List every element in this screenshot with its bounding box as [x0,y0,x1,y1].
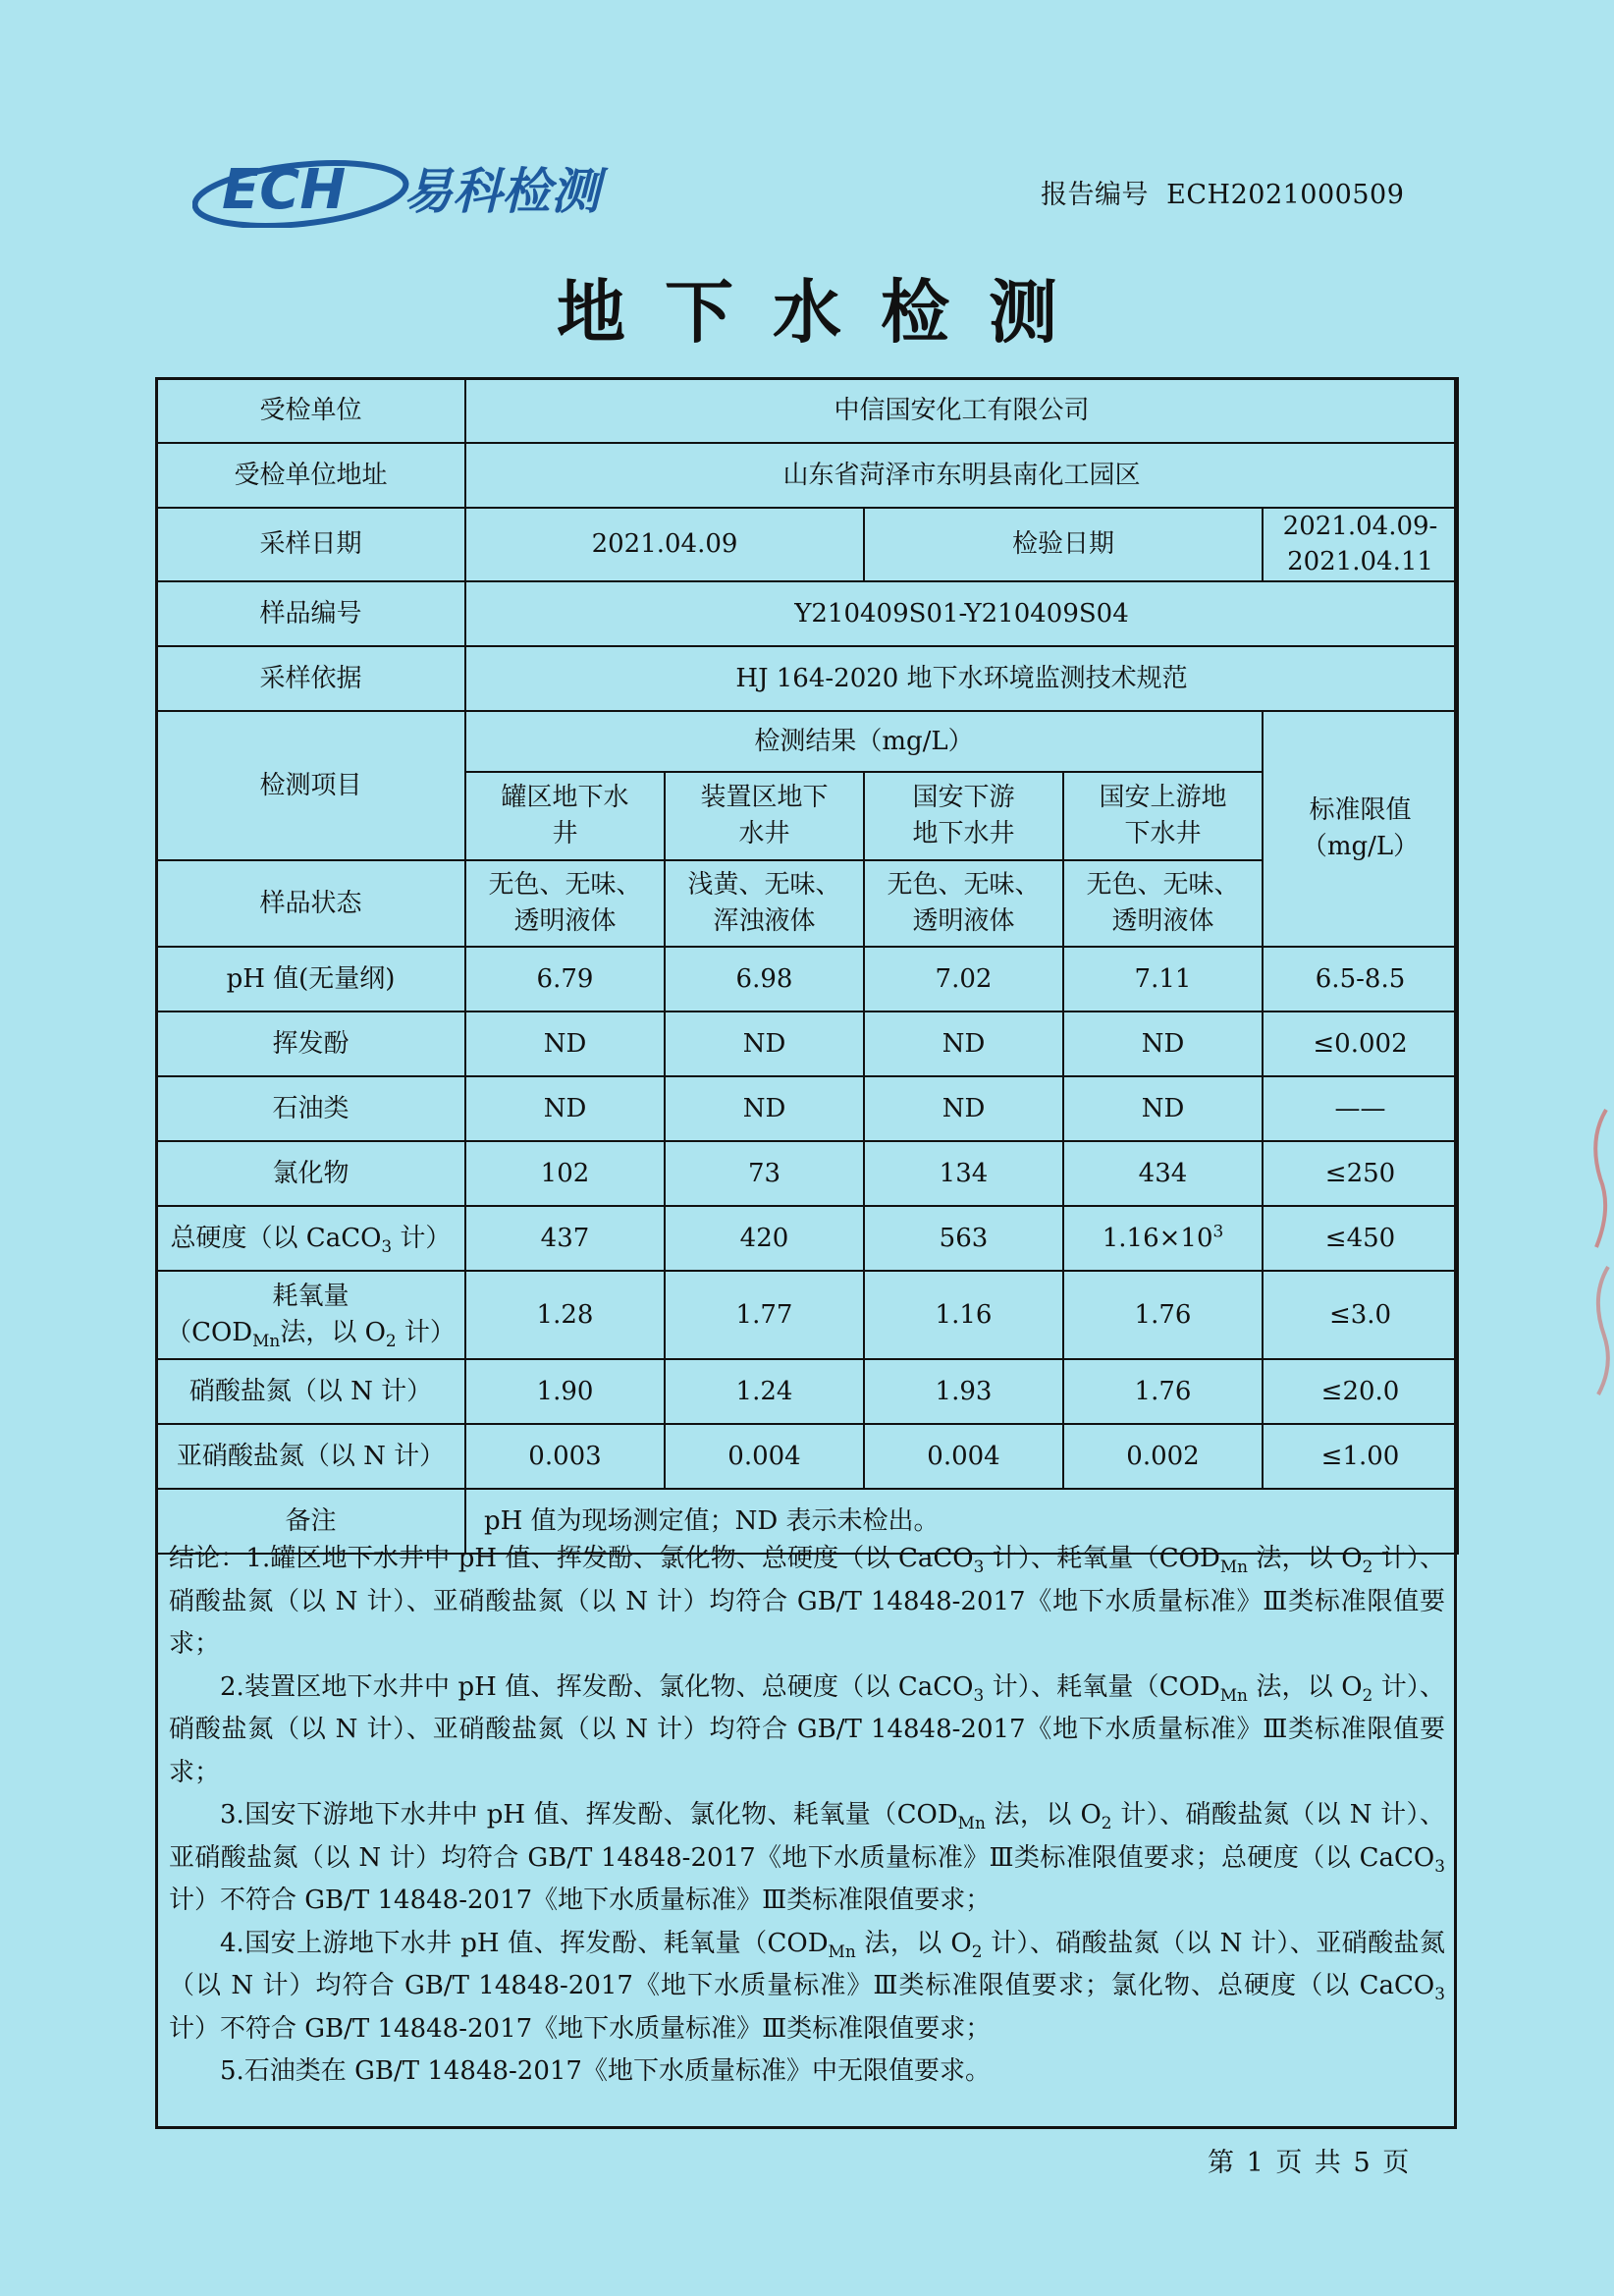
state-line: 透明液体 [912,905,1015,936]
value-cell: ND [864,1076,1063,1141]
table-row [156,1076,1458,1141]
value-cell: 0.004 [665,1424,864,1489]
value-cell: 1.76 [1063,1271,1263,1359]
well-name-line: 罐区地下水 [501,783,629,813]
info-value: 2021.04.09-2021.04.11 [1263,508,1458,581]
value-cell: 7.02 [864,947,1063,1011]
value-cell: 73 [665,1141,864,1206]
limit-cell: 6.5-8.5 [1263,947,1458,1011]
limit-header-line: （mg/L） [1301,831,1420,861]
limit-cell: ≤3.0 [1263,1271,1458,1359]
value-cell: 420 [665,1206,864,1271]
remark-value: pH 值为现场测定值；ND 表示未检出。 [465,1489,1458,1554]
info-label: 受检单位地址 [156,443,465,508]
conclusion-paragraph: 5.石油类在 GB/T 14848-2017《地下水质量标准》中无限值要求。 [220,2056,991,2086]
info-value: HJ 164-2020 地下水环境监测技术规范 [465,646,1458,711]
text-part: 计）、耗氧量（COD [984,1544,1220,1573]
subscript: Mn [828,1941,856,1961]
table-row [156,646,1458,711]
table-row [156,1141,1458,1206]
well-name-line: 国安上游地 [1099,783,1227,813]
text-part: 2.装置区地下水井中 pH 值、挥发酚、氯化物、总硬度（以 CaCO [220,1671,974,1702]
table-row [156,1206,1458,1271]
table-row [156,443,1458,508]
label-subscript: 2 [385,1330,397,1350]
state-line: 无色、无味、 [488,870,642,901]
text-part: 4.国安上游地下水井 pH 值、挥发酚、耗氧量（COD [220,1928,829,1958]
table-row [156,581,1458,646]
conclusion-paragraph [169,1667,1445,1795]
text-part: 法，以 O [985,1800,1102,1830]
value-cell: 1.24 [665,1359,864,1424]
row-label [156,1206,465,1271]
value-cell: 134 [864,1141,1063,1206]
row-label: 备注 [156,1489,465,1554]
report-number-value: ECH2021000509 [1166,180,1405,210]
text-part: 3.国安下游地下水井中 pH 值、挥发酚、氯化物、耗氧量（COD [220,1800,958,1830]
text-part: 法，以 O [1248,1544,1363,1573]
value-cell: 6.98 [665,947,864,1011]
subscript: 2 [1101,1813,1112,1833]
value-cell: ND [864,1011,1063,1076]
state-cell [465,860,665,947]
well-name-cell [1063,772,1263,860]
row-label [156,1271,465,1359]
well-name-line: 地下水井 [912,818,1015,848]
state-line: 透明液体 [513,905,617,936]
well-name-line: 井 [552,818,578,848]
table-row [156,508,1458,581]
subscript: Mn [1219,1684,1248,1705]
state-cell [1063,860,1263,947]
row-label: 挥发酚 [156,1011,465,1076]
subscript: 3 [1434,1855,1445,1876]
logo-text: 易科检测 [404,163,600,220]
subscript: Mn [1219,1557,1248,1577]
state-line: 浅黄、无味、 [687,870,841,901]
text-part: 计）、硝酸盐氮（以 N 计）、亚硝酸盐氮（以 N 计）均符合 GB/T 14848-2017《地下水质量标准》Ⅲ类标准限值要求；氯化物、总硬度（以 CaCO [169,1928,1445,2000]
report-number [1041,173,1404,211]
conclusion-paragraph [169,1794,1445,1923]
row-label: 硝酸盐氮（以 N 计） [156,1359,465,1424]
state-line: 浑浊液体 [713,905,816,936]
state-line: 无色、无味、 [887,870,1041,901]
text-part: 计）不符合 GB/T 14848-2017《地下水质量标准》Ⅲ类标准限值要求； [169,2013,992,2044]
results-table [155,377,1459,1555]
limit-cell: ≤20.0 [1263,1359,1458,1424]
value-cell: 102 [465,1141,665,1206]
value-cell [1063,1206,1263,1271]
header-cell: 检测结果（mg/L） [465,711,1263,772]
value-cell: 0.003 [465,1424,665,1489]
limit-header-line: 标准限值 [1309,795,1412,826]
text-part: 计）、硝酸盐氮（以 N 计）、亚硝酸盐氮（以 N 计）均符合 GB/T 14848-2017《地下水质量标准》Ⅲ类标准限值要求； [169,1544,1445,1659]
state-line: 透明液体 [1111,905,1214,936]
value-cell: 0.004 [864,1424,1063,1489]
label-part: 总硬度（以 CaCO [170,1223,382,1253]
info-value: Y210409S01-Y210409S04 [465,581,1458,646]
subscript: 3 [973,1684,985,1705]
limit-cell: —— [1263,1076,1458,1141]
well-name-cell [864,772,1063,860]
label-part: 计） [396,1317,456,1347]
text-part: 计）不符合 GB/T 14848-2017《地下水质量标准》Ⅲ类标准限值要求； [169,1886,992,1915]
subscript: 3 [973,1557,985,1577]
subscript: Mn [957,1813,986,1833]
row-label: pH 值(无量纲) [156,947,465,1011]
subscript: 2 [1362,1684,1373,1705]
well-name-cell [665,772,864,860]
logo-letters: ECH [222,158,347,222]
conclusion-paragraph [169,1923,1445,2051]
well-name-line: 水井 [738,818,790,848]
value-cell: 563 [864,1206,1063,1271]
conclusion-paragraph [169,1538,1445,1667]
value-cell: 6.79 [465,947,665,1011]
limit-cell: ≤1.00 [1263,1424,1458,1489]
value-cell: 1.77 [665,1271,864,1359]
value-cell: 1.28 [465,1271,665,1359]
info-label: 采样日期 [156,508,465,581]
label-subscript: Mn [252,1330,281,1350]
info-value: 2021.04.09 [465,508,864,581]
text-part: 计）、硝酸盐氮（以 N 计）、亚硝酸盐氮（以 N 计）均符合 GB/T 14848-2017《地下水质量标准》Ⅲ类标准限值要求； [169,1671,1445,1787]
conclusion-block [169,1538,1445,2094]
label-part: 法，以 O [280,1317,386,1347]
page-number: 第 1 页 共 5 页 [1208,2148,1412,2178]
text-part: 计）、硝酸盐氮（以 N 计）、亚硝酸盐氮（以 N 计）均符合 GB/T 14848-2017《地下水质量标准》Ⅲ类标准限值要求；总硬度（以 CaCO [169,1800,1445,1873]
table-row [156,1271,1458,1359]
row-label: 亚硝酸盐氮（以 N 计） [156,1424,465,1489]
text-part: 法，以 O [1247,1671,1363,1702]
info-label: 检验日期 [864,508,1263,581]
table-row [156,711,1458,772]
well-name-line: 国安下游 [912,783,1015,813]
label-line [161,1315,460,1350]
report-number-label: 报告编号 [1041,180,1149,210]
value-cell: ND [1063,1011,1263,1076]
row-label: 石油类 [156,1076,465,1141]
subscript: 2 [971,1941,983,1961]
limit-cell: ≤450 [1263,1206,1458,1271]
subscript: 2 [1362,1557,1373,1577]
value-base: 1.16×10 [1102,1223,1213,1253]
table-row [156,947,1458,1011]
subscript: 3 [1434,1984,1445,2004]
info-label: 样品编号 [156,581,465,646]
info-value: 山东省菏泽市东明县南化工园区 [465,443,1458,508]
value-cell: 437 [465,1206,665,1271]
row-label: 氯化物 [156,1141,465,1206]
value-cell: 1.93 [864,1359,1063,1424]
label-part: （COD [166,1317,253,1347]
state-line: 无色、无味、 [1086,870,1240,901]
value-cell: ND [1063,1076,1263,1141]
info-label: 受检单位 [156,378,465,443]
table-row [156,1424,1458,1489]
state-cell [864,860,1063,947]
well-name-line: 装置区地下 [700,783,829,813]
text-part: 计）、耗氧量（COD [984,1671,1220,1702]
label-subscript: 3 [381,1235,393,1256]
value-cell: ND [665,1076,864,1141]
limit-cell: ≤250 [1263,1141,1458,1206]
value-cell: 7.11 [1063,947,1263,1011]
value-cell: 0.002 [1063,1424,1263,1489]
company-logo [192,149,644,228]
value-cell: ND [465,1076,665,1141]
value-cell: 434 [1063,1141,1263,1206]
label-part: 计） [392,1223,452,1253]
label-line: 耗氧量 [272,1282,350,1312]
value-cell: 1.16 [864,1271,1063,1359]
header-cell [1263,711,1458,947]
table-row [156,1011,1458,1076]
limit-cell: ≤0.002 [1263,1011,1458,1076]
document-title: 地下水检测 [557,271,1097,353]
state-cell [665,860,864,947]
well-name-line: 下水井 [1124,818,1202,848]
value-exponent: 3 [1212,1220,1224,1240]
text-part: 结论：1.罐区地下水井中 pH 值、挥发酚、氯化物、总硬度（以 CaCO [169,1544,974,1573]
table-row [156,378,1458,443]
info-value: 中信国安化工有限公司 [465,378,1458,443]
value-cell: ND [665,1011,864,1076]
value-cell: 1.90 [465,1359,665,1424]
table-row [156,1359,1458,1424]
value-cell: ND [465,1011,665,1076]
header-cell: 检测项目 [156,711,465,860]
text-part: 法，以 O [855,1928,972,1958]
ech-logo-icon [192,149,644,228]
info-label: 采样依据 [156,646,465,711]
value-cell: 1.76 [1063,1359,1263,1424]
red-seal-fragment-icon [1579,1100,1614,1434]
row-label: 样品状态 [156,860,465,947]
well-name-cell [465,772,665,860]
